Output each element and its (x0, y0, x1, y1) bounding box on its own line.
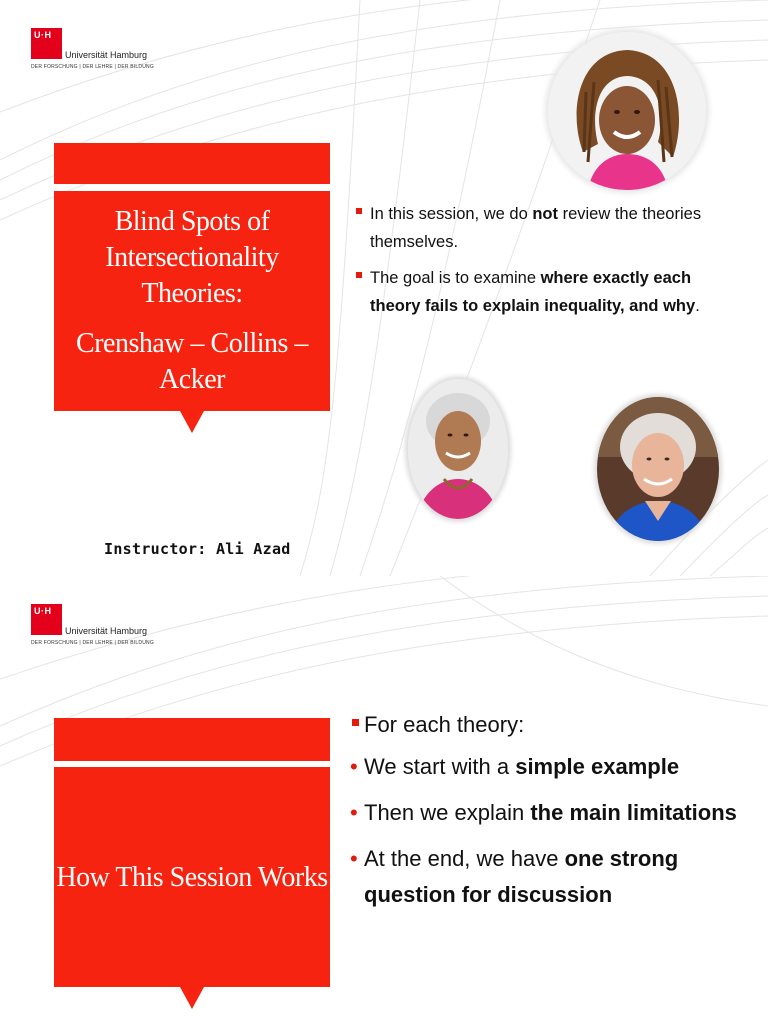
title-box (54, 767, 330, 987)
bullet-text: . (695, 297, 700, 315)
logo-tagline: DER FORSCHUNG | DER LEHRE | DER BILDUNG (31, 64, 154, 70)
bullet-text: review the theories themselves. (370, 205, 702, 251)
bullet-item (352, 200, 722, 256)
slide-title: Blind Spots of Intersectionality Theories: (105, 206, 279, 309)
logo-mark (31, 28, 62, 59)
bullet-text: Then we explain (364, 800, 531, 825)
bullet-emphasis: one strong question for discussion (364, 846, 679, 907)
university-logo (31, 604, 171, 652)
title-box-pointer (180, 411, 204, 433)
university-logo (31, 28, 171, 76)
bullet-item (352, 749, 752, 785)
logo-mark-text: U·H (34, 30, 52, 40)
title-box-pointer (180, 987, 204, 1009)
logo-name: Universität Hamburg (65, 626, 148, 636)
slide-title: How This Session Works (56, 861, 328, 893)
bullet-heading: For each theory: (352, 707, 752, 743)
intro-bullets (352, 200, 722, 328)
bullet-emphasis: simple example (515, 754, 680, 779)
bullet-item (352, 795, 752, 831)
logo-mark-text: U·H (34, 606, 52, 616)
instructor-name: Instructor: Ali Azad (104, 540, 291, 558)
bullet-text: In this session, we do (370, 205, 533, 223)
portrait-crenshaw (548, 32, 706, 190)
logo-mark (31, 604, 62, 635)
bullet-text: We start with a (364, 754, 516, 779)
title-accent-bar (54, 718, 330, 761)
bullet-emphasis: not (532, 205, 558, 223)
slide-subtitle: Crenshaw – Collins – Acker (76, 328, 308, 395)
portrait-image (597, 397, 719, 541)
bullet-item (352, 264, 722, 320)
bullet-text: At the end, we have (364, 846, 565, 871)
title-accent-bar (54, 143, 330, 184)
title-box (54, 191, 330, 411)
logo-tagline: DER FORSCHUNG | DER LEHRE | DER BILDUNG (31, 640, 154, 646)
bullet-item (352, 841, 752, 913)
portrait-acker (597, 397, 719, 541)
portrait-collins (408, 379, 508, 519)
portrait-image (548, 32, 706, 190)
portrait-image (408, 379, 508, 519)
bullet-emphasis: where exactly each theory fails to explain inequality, and why (370, 269, 696, 315)
bullet-text: The goal is to examine (370, 269, 541, 287)
bullet-emphasis: the main limitations (530, 800, 737, 825)
session-bullets (352, 707, 752, 923)
logo-name: Universität Hamburg (65, 50, 148, 60)
